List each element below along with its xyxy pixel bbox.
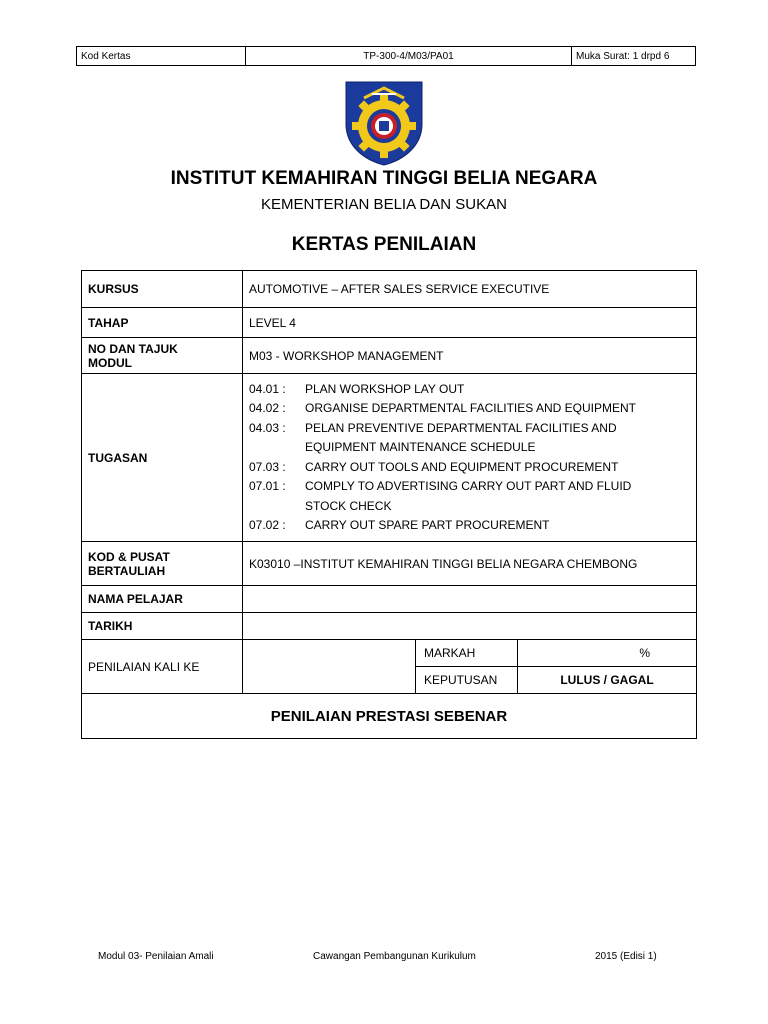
row-nama-pelajar	[82, 586, 697, 613]
tahap-value: LEVEL 4	[243, 308, 697, 338]
nama-pelajar-label: NAMA PELAJAR	[82, 586, 243, 613]
modul-label-line-2: MODUL	[88, 355, 132, 370]
assessment-table	[81, 270, 697, 739]
modul-label-line-1: NO DAN TAJUK	[88, 341, 178, 356]
modul-value: M03 - WORKSHOP MANAGEMENT	[243, 338, 697, 374]
kod-pusat-value: K03010 –INSTITUT KEMAHIRAN TINGGI BELIA NEGARA CHEMBONG	[243, 542, 697, 586]
footer-left: Modul 03- Penilaian Amali	[98, 951, 214, 962]
paper-code: TP-300-4/M03/PA01	[246, 47, 572, 65]
document-header	[76, 46, 696, 66]
list-item: STOCK CHECK	[305, 498, 392, 513]
ministry-title: KEMENTERIAN BELIA DAN SUKAN	[261, 196, 507, 213]
result-table	[416, 640, 696, 693]
row-kursus	[82, 271, 697, 308]
row-tugasan	[82, 374, 697, 542]
tugasan-list	[243, 374, 697, 542]
footer-right: 2015 (Edisi 1)	[595, 951, 657, 962]
tahap-label: TAHAP	[82, 308, 243, 338]
kursus-value: AUTOMOTIVE – AFTER SALES SERVICE EXECUTIVE	[243, 271, 697, 308]
list-item: EQUIPMENT MAINTENANCE SCHEDULE	[305, 440, 536, 454]
kod-pusat-label	[82, 542, 243, 586]
nama-pelajar-field[interactable]	[243, 586, 697, 613]
modul-label	[82, 338, 243, 374]
row-modul	[82, 338, 697, 374]
keputusan-row	[416, 667, 696, 694]
list-item: 07.03 : CARRY OUT TOOLS AND EQUIPMENT PROCUREMENT	[249, 459, 619, 474]
markah-row	[416, 640, 696, 667]
penilaian-field[interactable]	[243, 640, 416, 694]
keputusan-label: KEPUTUSAN	[416, 667, 518, 694]
list-item: 04.02 : ORGANISE DEPARTMENTAL FACILITIES AND EQUIPMENT	[249, 401, 636, 415]
keputusan-value[interactable]: LULUS / GAGAL	[560, 673, 654, 687]
row-penilaian	[82, 640, 697, 694]
penilaian-label: PENILAIAN KALI KE	[82, 640, 243, 694]
institute-logo	[344, 80, 424, 166]
markah-value[interactable]: %	[518, 640, 697, 667]
kod-pusat-label-line-2: BERTAULIAH	[88, 563, 166, 578]
list-item: 07.01 : COMPLY TO ADVERTISING CARRY OUT PART AND FLUID	[249, 479, 632, 493]
row-kod-pusat	[82, 542, 697, 586]
prestasi-heading: PENILAIAN PRESTASI SEBENAR	[82, 694, 697, 739]
institute-title: INSTITUT KEMAHIRAN TINGGI BELIA NEGARA	[170, 168, 598, 189]
row-prestasi	[82, 694, 697, 739]
kursus-label: KURSUS	[82, 271, 243, 308]
kod-kertas-label: Kod Kertas	[77, 47, 246, 65]
document-title: KERTAS PENILAIAN	[291, 234, 477, 255]
row-tarikh	[82, 613, 697, 640]
tarikh-label: TARIKH	[82, 613, 243, 640]
list-item: 04.01 : PLAN WORKSHOP LAY OUT	[249, 381, 465, 396]
markah-label: MARKAH	[416, 640, 518, 667]
page-count: Muka Surat: 1 drpd 6	[576, 50, 670, 62]
result-cell	[416, 640, 697, 694]
tarikh-field[interactable]	[243, 613, 697, 640]
row-tahap	[82, 308, 697, 338]
footer-center: Cawangan Pembangunan Kurikulum	[313, 951, 476, 962]
kod-pusat-label-line-1: KOD & PUSAT	[88, 549, 170, 564]
gear-icon	[352, 94, 416, 158]
tugasan-label: TUGASAN	[82, 374, 243, 542]
list-item: 04.03 : PELAN PREVENTIVE DEPARTMENTAL FACILITIES AND	[249, 420, 617, 435]
list-item: 07.02 : CARRY OUT SPARE PART PROCUREMENT	[249, 518, 550, 532]
